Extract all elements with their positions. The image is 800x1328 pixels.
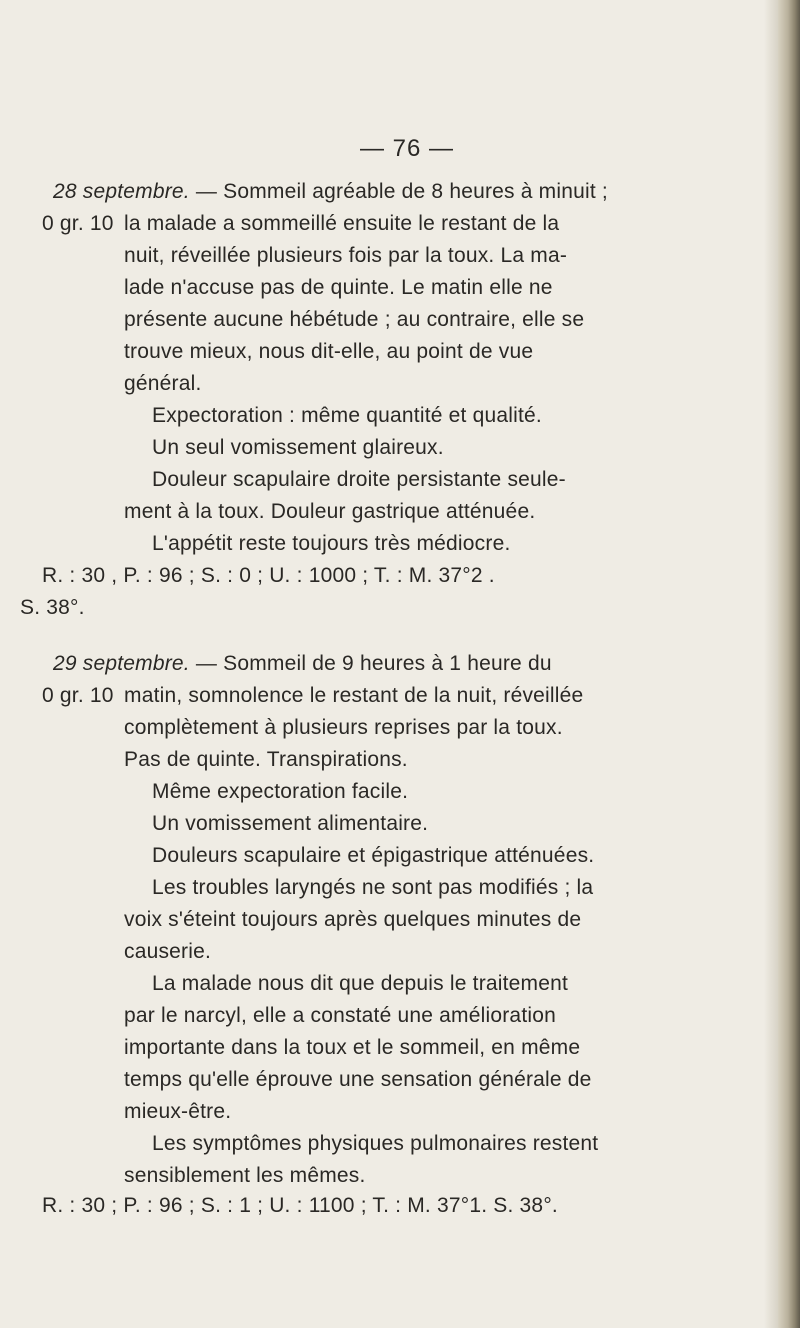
entry-1-text-line: la malade a sommeillé ensuite le restant de la — [124, 212, 560, 235]
page-edge-shadow — [764, 0, 778, 1328]
entry-2-text-line: Même expectoration facile. — [152, 780, 409, 803]
entry-1-first-line — [53, 178, 608, 206]
entry-2-text-line: Douleurs scapulaire et épigastrique atténuées. — [152, 844, 595, 867]
entry-1-text-line: nuit, réveillée plusieurs fois par la toux. La ma- — [124, 244, 568, 267]
entry-2-text-line: Les troubles laryngés ne sont pas modifiés ; la — [152, 876, 594, 899]
entry-2-text-line: sensiblement les mêmes. — [124, 1164, 366, 1187]
entry-2-text-line: voix s'éteint toujours après quelques minutes de — [124, 908, 582, 931]
entry-1-text-line: L'appétit reste toujours très médiocre. — [152, 532, 511, 555]
entry-2-text-line: matin, somnolence le restant de la nuit, réveillée — [124, 684, 584, 707]
entry-1-vitals-cont: S. 38°. — [20, 596, 85, 619]
entry-1-text-line: Douleur scapulaire droite persistante seule- — [152, 468, 566, 491]
entry-1-vitals: R. : 30 , P. : 96 ; S. : 0 ; U. : 1000 ; T. : M. 37°2 . — [42, 564, 495, 587]
entry-2-text-line: causerie. — [124, 940, 212, 963]
entry-1-text-line: — Sommeil agréable de 8 heures à minuit ; — [189, 180, 608, 203]
entry-2-text-line: Un vomissement alimentaire. — [152, 812, 429, 835]
page-number: — 76 — — [360, 135, 455, 162]
entry-2-date: 29 septembre. — [53, 652, 190, 675]
entry-2-text-line: importante dans la toux et le sommeil, en même — [124, 1036, 581, 1059]
entry-2-text-line: La malade nous dit que depuis le traitement — [152, 972, 569, 995]
entry-2-text-line: Les symptômes physiques pulmonaires restent — [152, 1132, 599, 1155]
entry-1-text-line: ment à la toux. Douleur gastrique atténuée. — [124, 500, 536, 523]
entry-1-text-line: général. — [124, 372, 202, 395]
entry-2-dose: 0 gr. 10 — [42, 684, 114, 707]
entry-2-vitals: R. : 30 ; P. : 96 ; S. : 1 ; U. : 1100 ; T. : M. 37°1. S. 38°. — [42, 1194, 558, 1217]
entry-1-text-line: présente aucune hébétude ; au contraire, elle se — [124, 308, 585, 331]
entry-2-text-line: temps qu'elle éprouve une sensation générale de — [124, 1068, 592, 1091]
entry-2-text-line: par le narcyl, elle a constaté une amélioration — [124, 1004, 556, 1027]
entry-1-dose: 0 gr. 10 — [42, 212, 114, 235]
entry-2-text-line: mieux-être. — [124, 1100, 232, 1123]
entry-2-text-line: complètement à plusieurs reprises par la toux. — [124, 716, 563, 739]
entry-2-first-line — [53, 650, 552, 678]
entry-1-text-line: lade n'accuse pas de quinte. Le matin elle ne — [124, 276, 553, 299]
entry-1-text-line: Un seul vomissement glaireux. — [152, 436, 444, 459]
entry-1-date: 28 septembre. — [53, 180, 190, 203]
entry-1-text-line: Expectoration : même quantité et qualité. — [152, 404, 542, 427]
entry-1-text-line: trouve mieux, nous dit-elle, au point de vue — [124, 340, 534, 363]
entry-2-text-line: Pas de quinte. Transpirations. — [124, 748, 408, 771]
entry-2-text-line: — Sommeil de 9 heures à 1 heure du — [189, 652, 552, 675]
page-binding-edge — [778, 0, 800, 1328]
